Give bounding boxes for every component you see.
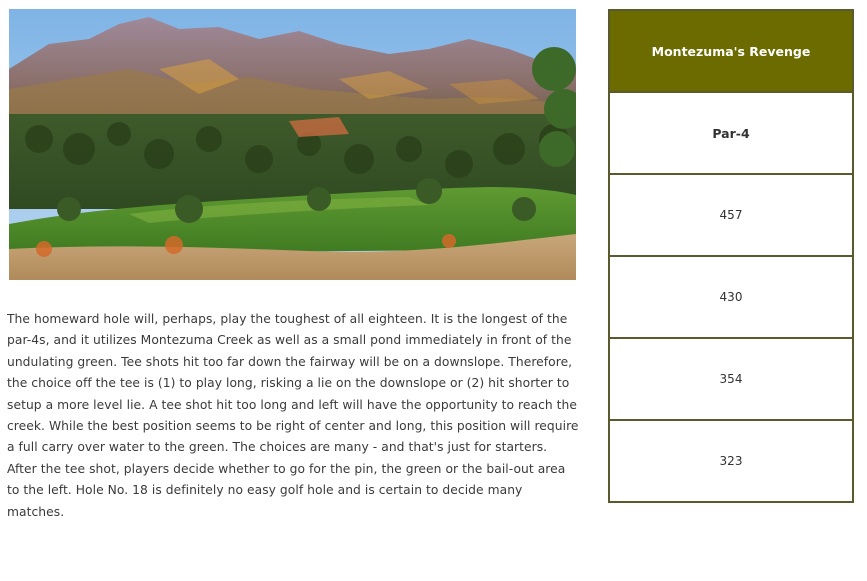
table-row [609, 420, 853, 502]
table-row [609, 256, 853, 338]
table-row [609, 10, 853, 92]
yardage-cell: 354 [609, 338, 853, 420]
table-row [609, 174, 853, 256]
hole-photo [9, 9, 576, 280]
yardage-cell: 430 [609, 256, 853, 338]
hole-name: Montezuma's Revenge [609, 10, 853, 92]
table-row [609, 92, 853, 174]
hole-par: Par-4 [609, 92, 853, 174]
yardage-cell: 457 [609, 174, 853, 256]
yardage-cell: 323 [609, 420, 853, 502]
hole-info-table [608, 9, 854, 503]
hole-description: The homeward hole will, perhaps, play the toughest of all eighteen. It is the longest of the par-4s, and it utilizes Montezuma Creek as well as a small pond immediately in front of the undulating green. Tee shots hit too far down the fairway will be on a downslope. Therefore, the choice off the tee is (1) to play long, risking a lie on the downslope or (2) hit shorter to setup a more level lie. A tee shot hit too long and left will have the opportunity to reach the creek. While the best position seems to be right of center and long, this position will require a full carry over water to the green. The choices are many - and that's just for starters. After the tee shot, players decide whether to go for the pin, the green or the bail-out area to the left. Hole No. 18 is definitely no easy golf hole and is certain to decide many matches. [7, 312, 579, 519]
table-row [609, 338, 853, 420]
